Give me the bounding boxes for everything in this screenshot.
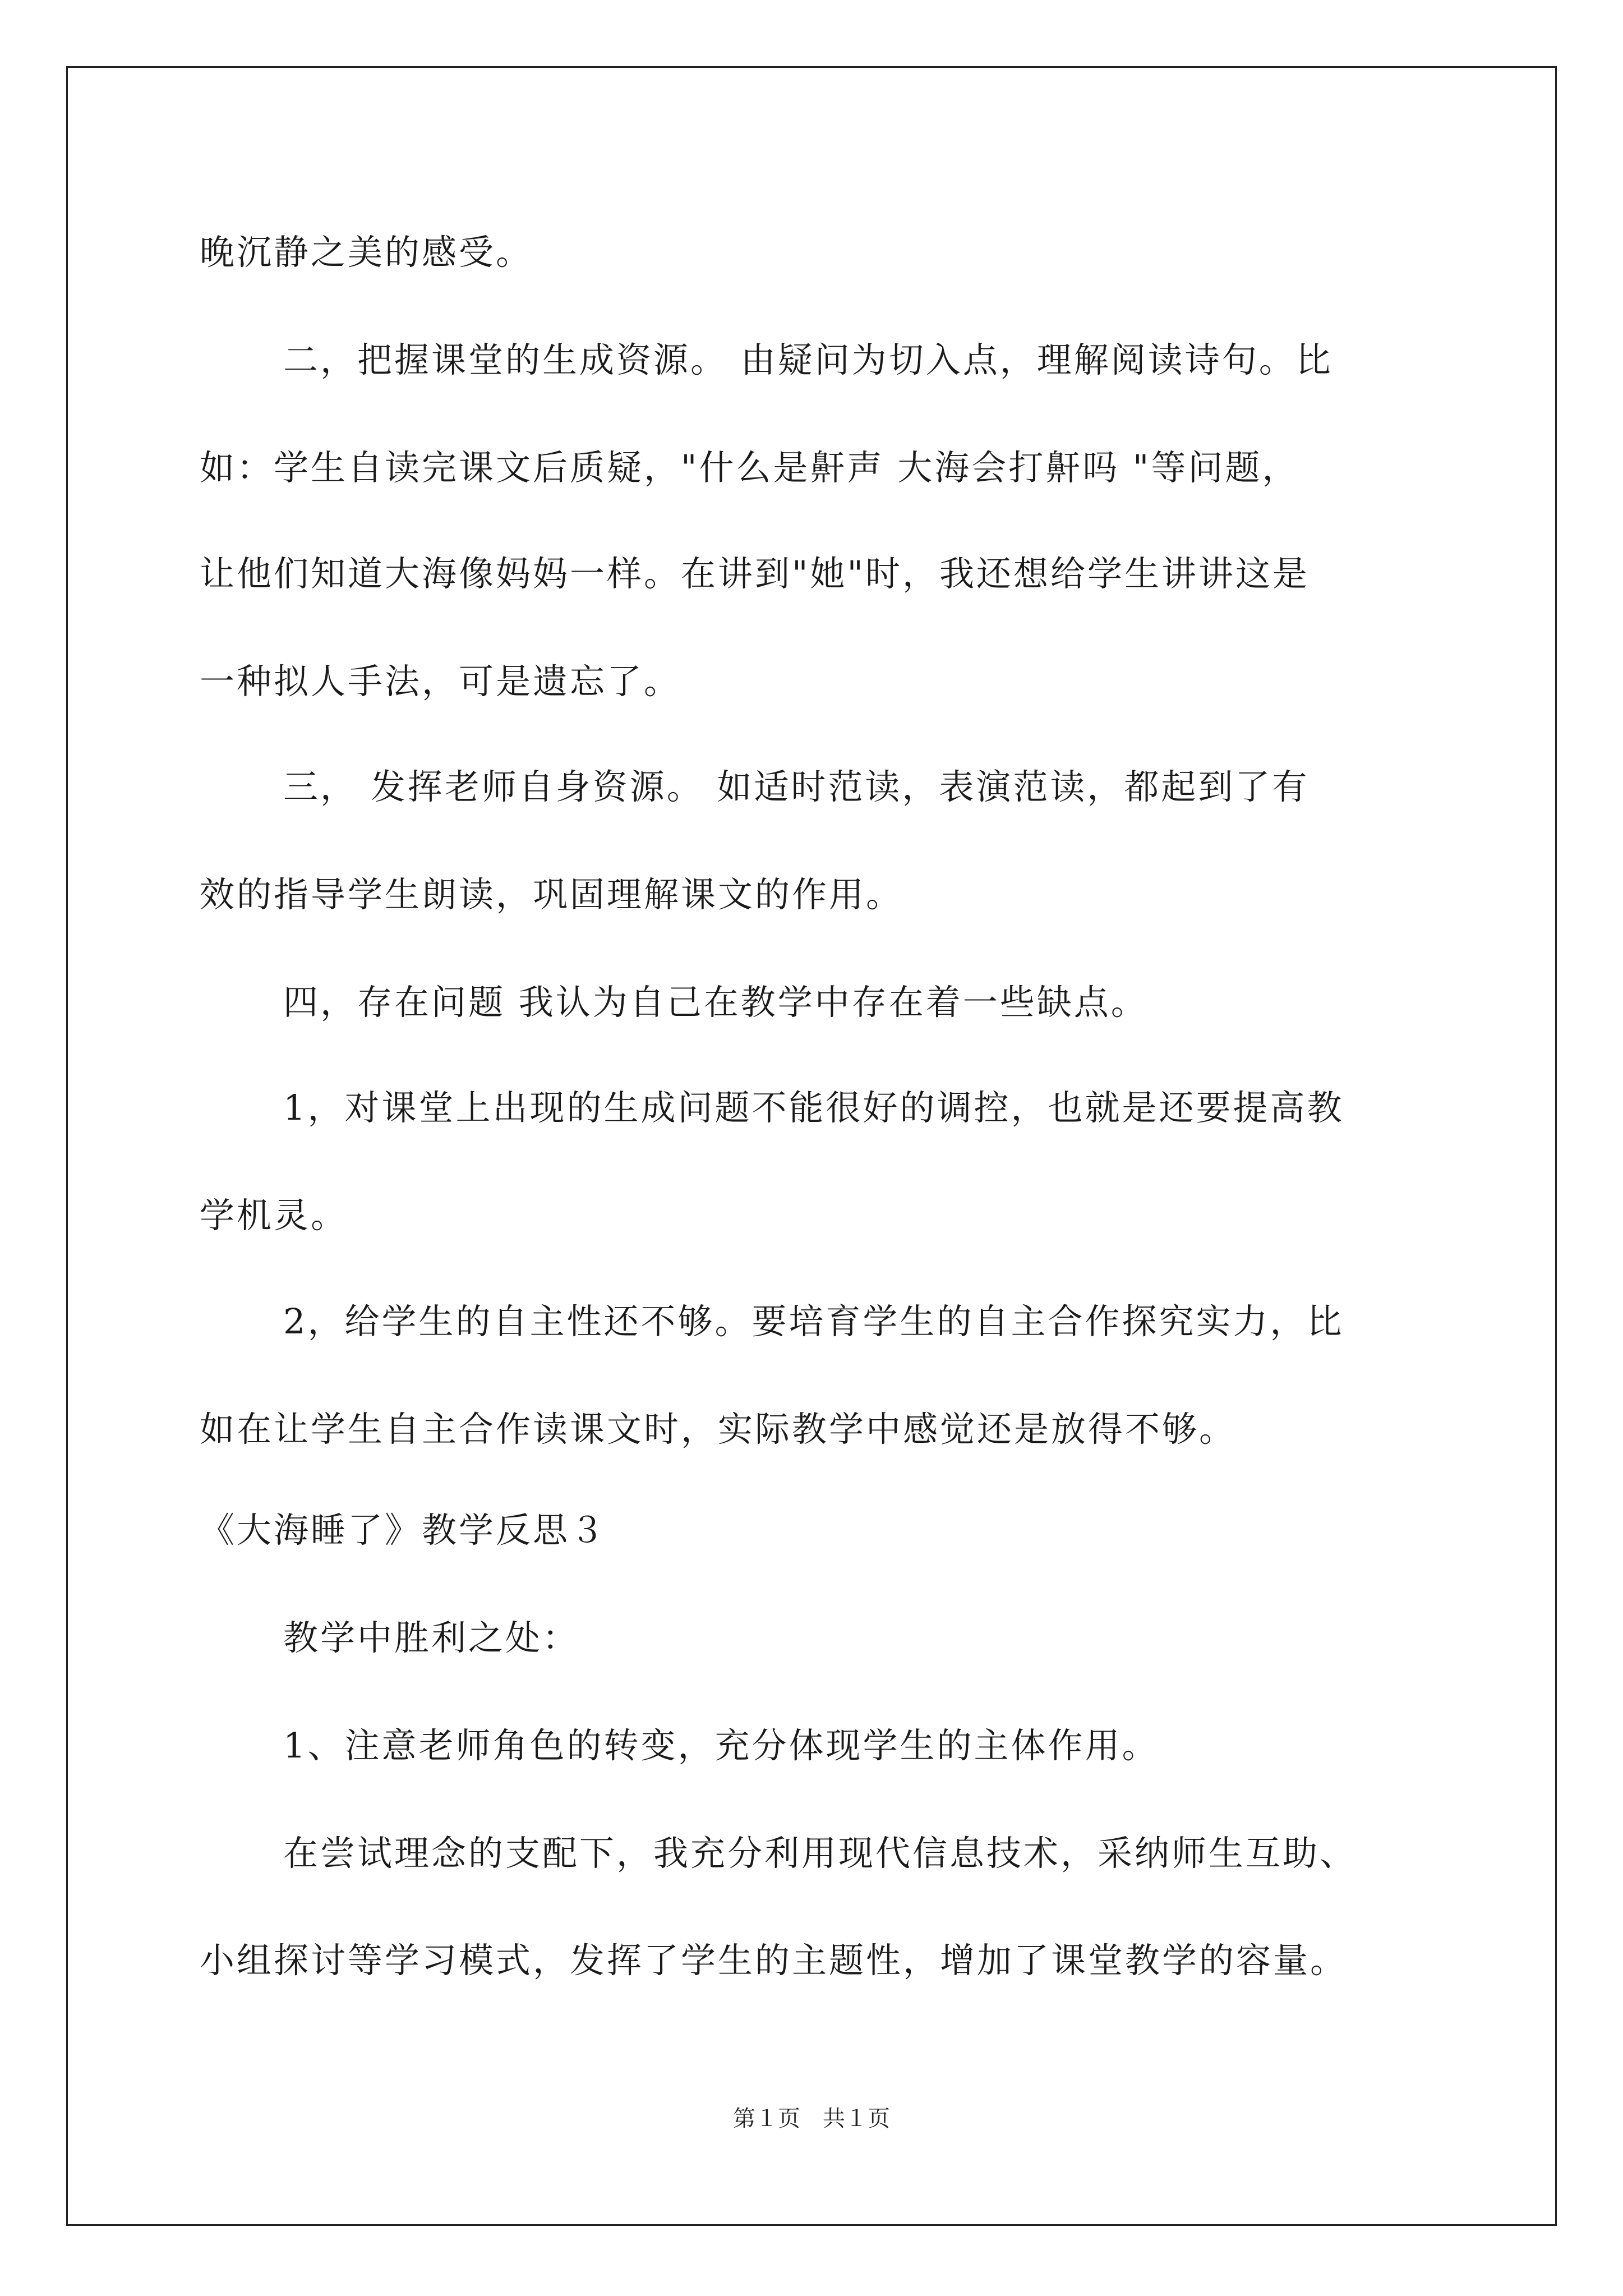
paragraph-line: 1、注意老师角色的转变，充分体现学生的主体作用。 <box>283 1725 1159 1766</box>
paragraph-line: 二，把握课堂的生成资源。 由疑问为切入点，理解阅读诗句。比 <box>283 339 1333 380</box>
body-line: 如：学生自读完课文后质疑，"什么是鼾声 大海会打鼾吗 "等问题， <box>200 447 1299 488</box>
page-footer: 第１页 共１页 <box>733 2106 890 2131</box>
paragraph-line: 1，对课堂上出现的生成问题不能很好的调控，也就是还要提高教 <box>283 1087 1344 1128</box>
body-line: 学机灵。 <box>200 1195 348 1236</box>
body-line: 让他们知道大海像妈妈一样。在讲到"她"时，我还想给学生讲讲这是 <box>200 553 1310 594</box>
paragraph-line: 四，存在问题 我认为自己在教学中存在着一些缺点。 <box>283 982 1148 1023</box>
page-border <box>66 66 1557 2226</box>
body-line: 如在让学生自主合作读课文时，实际教学中感觉还是放得不够。 <box>200 1409 1237 1450</box>
paragraph-line: 教学中胜利之处： <box>283 1617 580 1658</box>
body-line: 小组探讨等学习模式，发挥了学生的主题性，增加了课堂教学的容量。 <box>200 1940 1348 1981</box>
body-line: 一种拟人手法，可是遗忘了。 <box>200 661 681 702</box>
body-line: 效的指导学生朗读，巩固理解课文的作用。 <box>200 874 903 915</box>
section-heading: 《大海睡了》教学反思３ <box>200 1510 607 1550</box>
paragraph-line: 2，给学生的自主性还不够。要培育学生的自主合作探究实力，比 <box>283 1301 1344 1342</box>
paragraph-line: 三， 发挥老师自身资源。 如适时范读，表演范读，都起到了有 <box>283 766 1310 807</box>
body-line: 晚沉静之美的感受。 <box>200 232 533 273</box>
paragraph-line: 在尝试理念的支配下，我充分利用现代信息技术，采纳师生互助、 <box>283 1833 1357 1874</box>
